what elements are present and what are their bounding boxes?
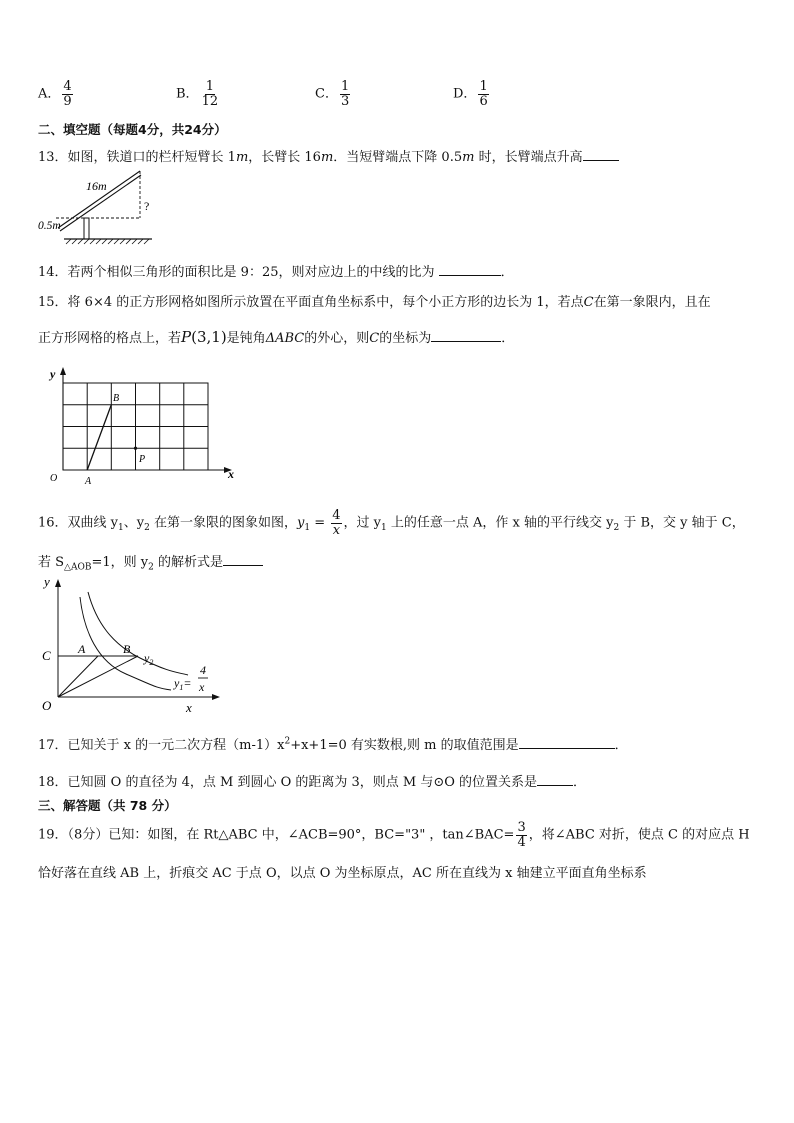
choice-a: A． $\frac{4}{9}$ — [38, 79, 72, 109]
axis-x-label: x — [186, 700, 192, 715]
answer-blank — [583, 148, 619, 161]
choice-b: B． $\frac{1}{12}$ — [176, 79, 219, 109]
fraction: $\frac{4}{9}$ — [63, 79, 72, 109]
axis-y-label: y — [50, 367, 56, 381]
question-16-line-2: 若 $S_{\triangle AOB}=1$，则 $y_2$ 的解析式是 — [38, 551, 263, 573]
curve-y1-numerator: 4 — [200, 663, 206, 677]
point-p — [134, 447, 137, 450]
point-c-label: C — [42, 648, 51, 663]
point-a-label: A — [78, 642, 86, 656]
railway-barrier-figure — [36, 166, 156, 252]
axis-x-label: x — [228, 467, 234, 481]
choice-c: C． $\frac{1}{3}$ — [315, 79, 350, 109]
origin-label: O — [42, 698, 52, 713]
question-19-line-1: 19．（8分）已知：如图，在 Rt△ABC 中，∠ACB=90°，BC="3" ，tan∠BAC= $\frac{3}{4}$ ，将∠ABC 对折，使点 C 的对应点 H — [38, 820, 750, 850]
short-arm-label: 0.5m — [38, 220, 61, 232]
answer-blank — [223, 553, 263, 566]
long-arm-label: 16m — [86, 179, 107, 193]
curve-y1-label: $y_1=$ — [174, 676, 192, 692]
curve-y1-denominator: x — [199, 680, 205, 694]
fraction: $\frac{1}{3}$ — [340, 79, 350, 109]
section-title-fill-in: 二、填空题（每题4分，共24分） — [38, 122, 227, 137]
question-14: 14．若两个相似三角形的面积比是 9：25，则对应边上的中线的比为 ． — [38, 265, 514, 280]
fraction: $\frac{4}{x}$ — [332, 508, 341, 538]
question-19-line-2: 恰好落在直线 AB 上，折痕交 AC 于点 O，以点 O 为坐标原点，AC 所在直线为 x 轴建立平面直角坐标系 — [38, 866, 647, 881]
fraction: $\frac{3}{4}$ — [517, 820, 526, 850]
answer-blank — [431, 329, 501, 342]
question-13: 13．如图，铁道口的栏杆短臂长 1m，长臂长 16m．当短臂端点下降 0.5m 时，长臂端点升高 — [38, 146, 619, 165]
question-18: 18．已知圆 O 的直径为 4，点 M 到圆心 O 的距离为 3，则点 M 与⊙O 的位置关系是 ． — [38, 775, 587, 790]
question-mark: ? — [144, 199, 150, 213]
question-15-line-1: 15．将 6×4 的正方形网格如图所示放置在平面直角坐标系中，每个小正方形的边长为 1，若点C在第一象限内，且在 — [38, 295, 711, 310]
question-16-line-1: 16．双曲线 $y_1$、$y_2$ 在第一象限的图象如图，$y_1$ = $\frac{4}{x}$ ，过 $y_1$ 上的任意一点 A，作 x 轴的平行线交 $y_2$ 于 B，交 y 轴于 C， — [38, 508, 745, 538]
fraction: $\frac{1}{12}$ — [201, 79, 219, 109]
axis-y-label: y — [44, 574, 50, 589]
point-b-label: B — [113, 393, 120, 404]
fraction: $\frac{1}{6}$ — [479, 79, 488, 109]
hyperbola-figure — [36, 572, 226, 722]
section-title-solutions: 三、解答题（共 78 分） — [38, 798, 177, 813]
origin-label: O — [50, 473, 58, 484]
point-a-label: A — [85, 476, 92, 487]
answer-blank — [519, 736, 615, 749]
curve-y2-label: $y_2$ — [144, 651, 154, 667]
answer-blank — [537, 773, 573, 786]
choice-d: D． $\frac{1}{6}$ — [453, 79, 488, 109]
answer-blank — [439, 263, 501, 276]
point-b-label: B — [123, 642, 131, 656]
question-15-line-2: 正方形网格的格点上，若P(3,1)是钝角ΔABC的外心，则C的坐标为 ． — [38, 328, 515, 346]
grid-coordinate-figure — [42, 364, 242, 488]
point-p-label: P — [139, 454, 146, 465]
question-17: 17．已知关于 x 的一元二次方程$(m-1)x^2+x+1=0$ 有实数根,则 m 的取值范围是 ． — [38, 736, 628, 753]
